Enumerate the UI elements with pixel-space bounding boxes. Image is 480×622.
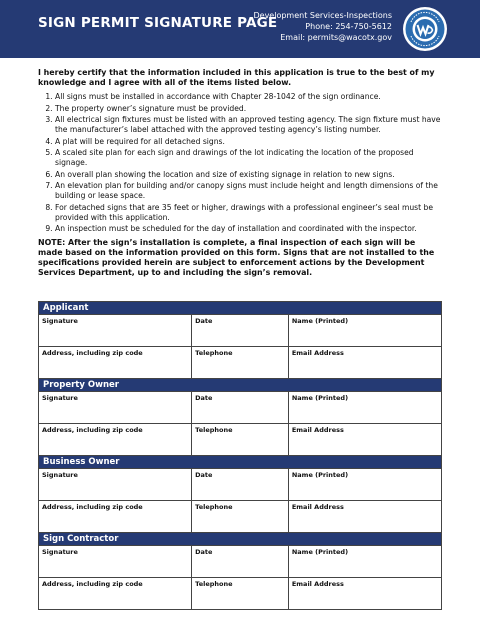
signature-form <box>38 301 442 610</box>
list-item: 7. An elevation plan for building and/or canopy signs must include height and length dimensions of the building or lease space. <box>55 181 442 201</box>
list-item: 2. The property owner’s signature must be provided. <box>55 104 442 114</box>
list-item: 6. An overall plan showing the location and size of existing signage in relation to new signs. <box>55 170 442 180</box>
signature-field[interactable]: Signature <box>39 546 192 578</box>
date-field[interactable]: Date <box>192 315 289 347</box>
telephone-field[interactable]: Telephone <box>192 578 289 610</box>
intro-statement: I hereby certify that the information included in this application is true to the best of my knowledge and I agree with all of the items listed below. <box>38 68 435 87</box>
page-title: SIGN PERMIT SIGNATURE PAGE <box>38 15 278 31</box>
contact-info <box>253 10 392 43</box>
date-field[interactable]: Date <box>192 469 289 501</box>
requirements-list <box>38 92 442 234</box>
section-header-property-owner: Property Owner <box>39 379 442 392</box>
list-item: 1. All signs must be installed in accordance with Chapter 28-1042 of the sign ordinance. <box>55 92 442 102</box>
email-field[interactable]: Email Address <box>288 578 441 610</box>
name-field[interactable]: Name (Printed) <box>288 315 441 347</box>
signature-field[interactable]: Signature <box>39 392 192 424</box>
address-field[interactable]: Address, including zip code <box>39 424 192 456</box>
section-header-business-owner: Business Owner <box>39 456 442 469</box>
name-field[interactable]: Name (Printed) <box>288 546 441 578</box>
list-item: 5. A scaled site plan for each sign and drawings of the lot indicating the location of the proposed signage. <box>55 148 442 168</box>
certification-text <box>38 68 442 278</box>
signature-field[interactable]: Signature <box>39 469 192 501</box>
email-field[interactable]: Email Address <box>288 424 441 456</box>
date-field[interactable]: Date <box>192 392 289 424</box>
city-seal-logo <box>402 6 448 52</box>
phone-text: Phone: 254-750-5612 <box>305 22 392 31</box>
email-field[interactable]: Email Address <box>288 347 441 379</box>
email-field[interactable]: Email Address <box>288 501 441 533</box>
list-item: 9. An inspection must be scheduled for the day of installation and coordinated with the inspector. <box>55 224 442 234</box>
telephone-field[interactable]: Telephone <box>192 424 289 456</box>
signature-field[interactable]: Signature <box>39 315 192 347</box>
department-text: Development Services-Inspections <box>253 11 392 20</box>
telephone-field[interactable]: Telephone <box>192 501 289 533</box>
section-header-applicant: Applicant <box>39 302 442 315</box>
list-item: 8. For detached signs that are 35 feet or higher, drawings with a professional engineer’s seal must be provided with this application. <box>55 203 442 223</box>
telephone-field[interactable]: Telephone <box>192 347 289 379</box>
list-item: 4. A plat will be required for all detached signs. <box>55 137 442 147</box>
list-item: 3. All electrical sign fixtures must be listed with an approved testing agency. The sign fixture must have the manufacturer’s label attached with the approved testing agency’s listing number. <box>55 115 442 135</box>
address-field[interactable]: Address, including zip code <box>39 501 192 533</box>
address-field[interactable]: Address, including zip code <box>39 578 192 610</box>
name-field[interactable]: Name (Printed) <box>288 392 441 424</box>
date-field[interactable]: Date <box>192 546 289 578</box>
header-banner <box>0 0 480 58</box>
address-field[interactable]: Address, including zip code <box>39 347 192 379</box>
note-text: NOTE: After the sign’s installation is complete, a final inspection of each sign will be made based on the information provided on this form. Signs that are not installed to the specifications provided herein are subject to enforcement actions by the Development Services Department, up to and including the sign’s removal. <box>38 238 435 277</box>
email-text: Email: permits@wacotx.gov <box>280 33 392 42</box>
name-field[interactable]: Name (Printed) <box>288 469 441 501</box>
section-header-sign-contractor: Sign Contractor <box>39 533 442 546</box>
